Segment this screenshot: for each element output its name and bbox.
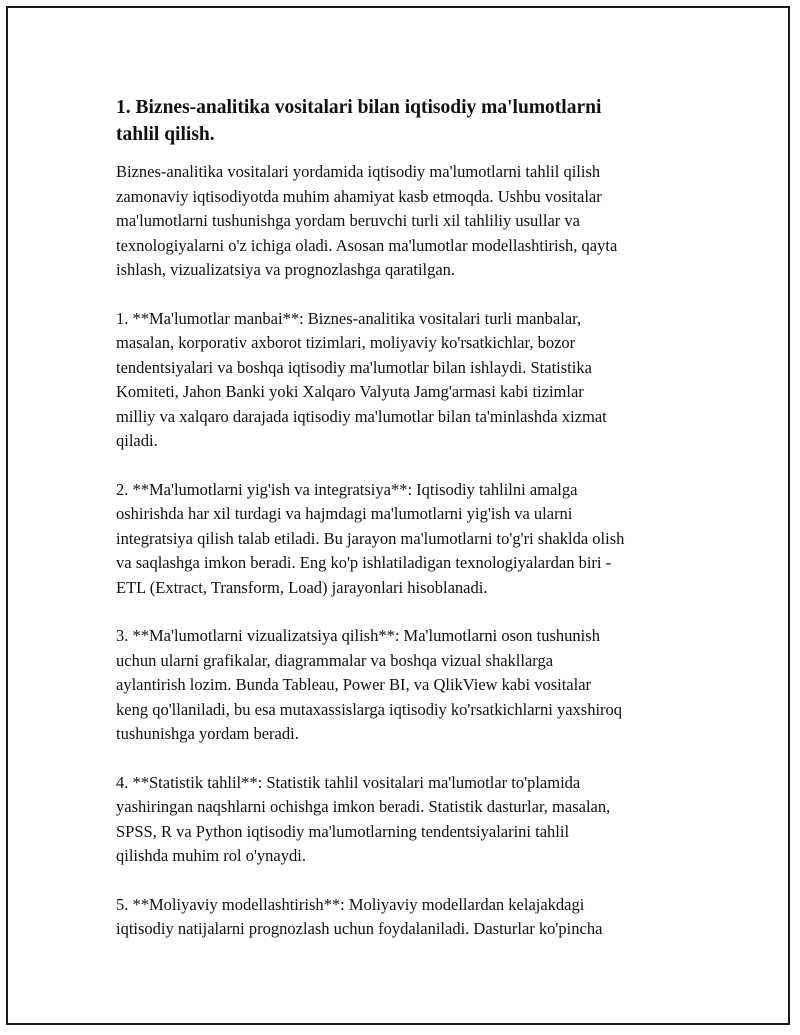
document-body — [116, 94, 676, 966]
paragraph-financial-modeling: 5. **Moliyaviy modellashtirish**: Moliyaviy modellardan kelajakdagi iqtisodiy natijalarni prognozlash uchun foydalaniladi. Dasturlar ko'pincha — [116, 894, 603, 938]
paragraph-data-sources: 1. **Ma'lumotlar manbai**: Biznes-analitika vositalari turli manbalar, masalan, korporativ axborot tizimlari, moliyaviy ko'rsatkichlar, bozor tendentsiyalari va boshqa iqtisodiy ma'lumotlar bilan ishlaydi. Statistika Komiteti, Jahon Banki yoki Xalqaro Valyuta Jamg'armasi kabi tizimlar milliy va xalqaro darajada iqtisodiy ma'lumotlar bilan ta'minlashda xizmat qiladi. — [116, 308, 607, 450]
paragraph-data-integration: 2. **Ma'lumotlarni yig'ish va integratsiya**: Iqtisodiy tahlilni amalga oshirishda har xil turdagi va hajmdagi ma'lumotlarni yig'ish va ularni integratsiya qilish talab etiladi. Bu jarayon ma'lumotlarni to'g'ri shaklda olish va saqlashga imkon beradi. Eng ko'p ishlatiladigan texnologiyalardan biri - ETL (Extract, Transform, Load) jarayonlari hisoblanadi. — [116, 479, 625, 597]
document-title: 1. Biznes-analitika vositalari bilan iqtisodiy ma'lumotlarni tahlil qilish. — [116, 97, 602, 145]
paragraph-statistical-analysis: 4. **Statistik tahlil**: Statistik tahlil vositalari ma'lumotlar to'plamida yashiringan naqshlarni ochishga imkon beradi. Statistik dasturlar, masalan, SPSS, R va Python iqtisodiy ma'lumotlarning tendentsiyalarini tahlil qilishda muhim rol o'ynaydi. — [116, 772, 611, 865]
paragraph-data-visualization: 3. **Ma'lumotlarni vizualizatsiya qilish**: Ma'lumotlarni oson tushunish uchun ularni grafikalar, diagrammalar va boshqa vizual shakllarga aylantirish lozim. Bunda Tableau, Power BI, va QlikView kabi vositalar keng qo'llaniladi, bu esa mutaxassislarga iqtisodiy ko'rsatkichlarni yaxshiroq tushunishga yordam beradi. — [116, 626, 623, 743]
intro-paragraph: Biznes-analitika vositalari yordamida iqtisodiy ma'lumotlarni tahlil qilish zamonaviy iqtisodiyotda muhim ahamiyat kasb etmoqda. Ushbu vositalar ma'lumotlarni tushunishga yordam beruvchi turli xil tahliliy usullar va texnologiyalarni o'z ichiga oladi. Asosan ma'lumotlar modellashtirish, qayta ishlash, vizualizatsiya va prognozlashga qaratilgan. — [116, 162, 618, 279]
